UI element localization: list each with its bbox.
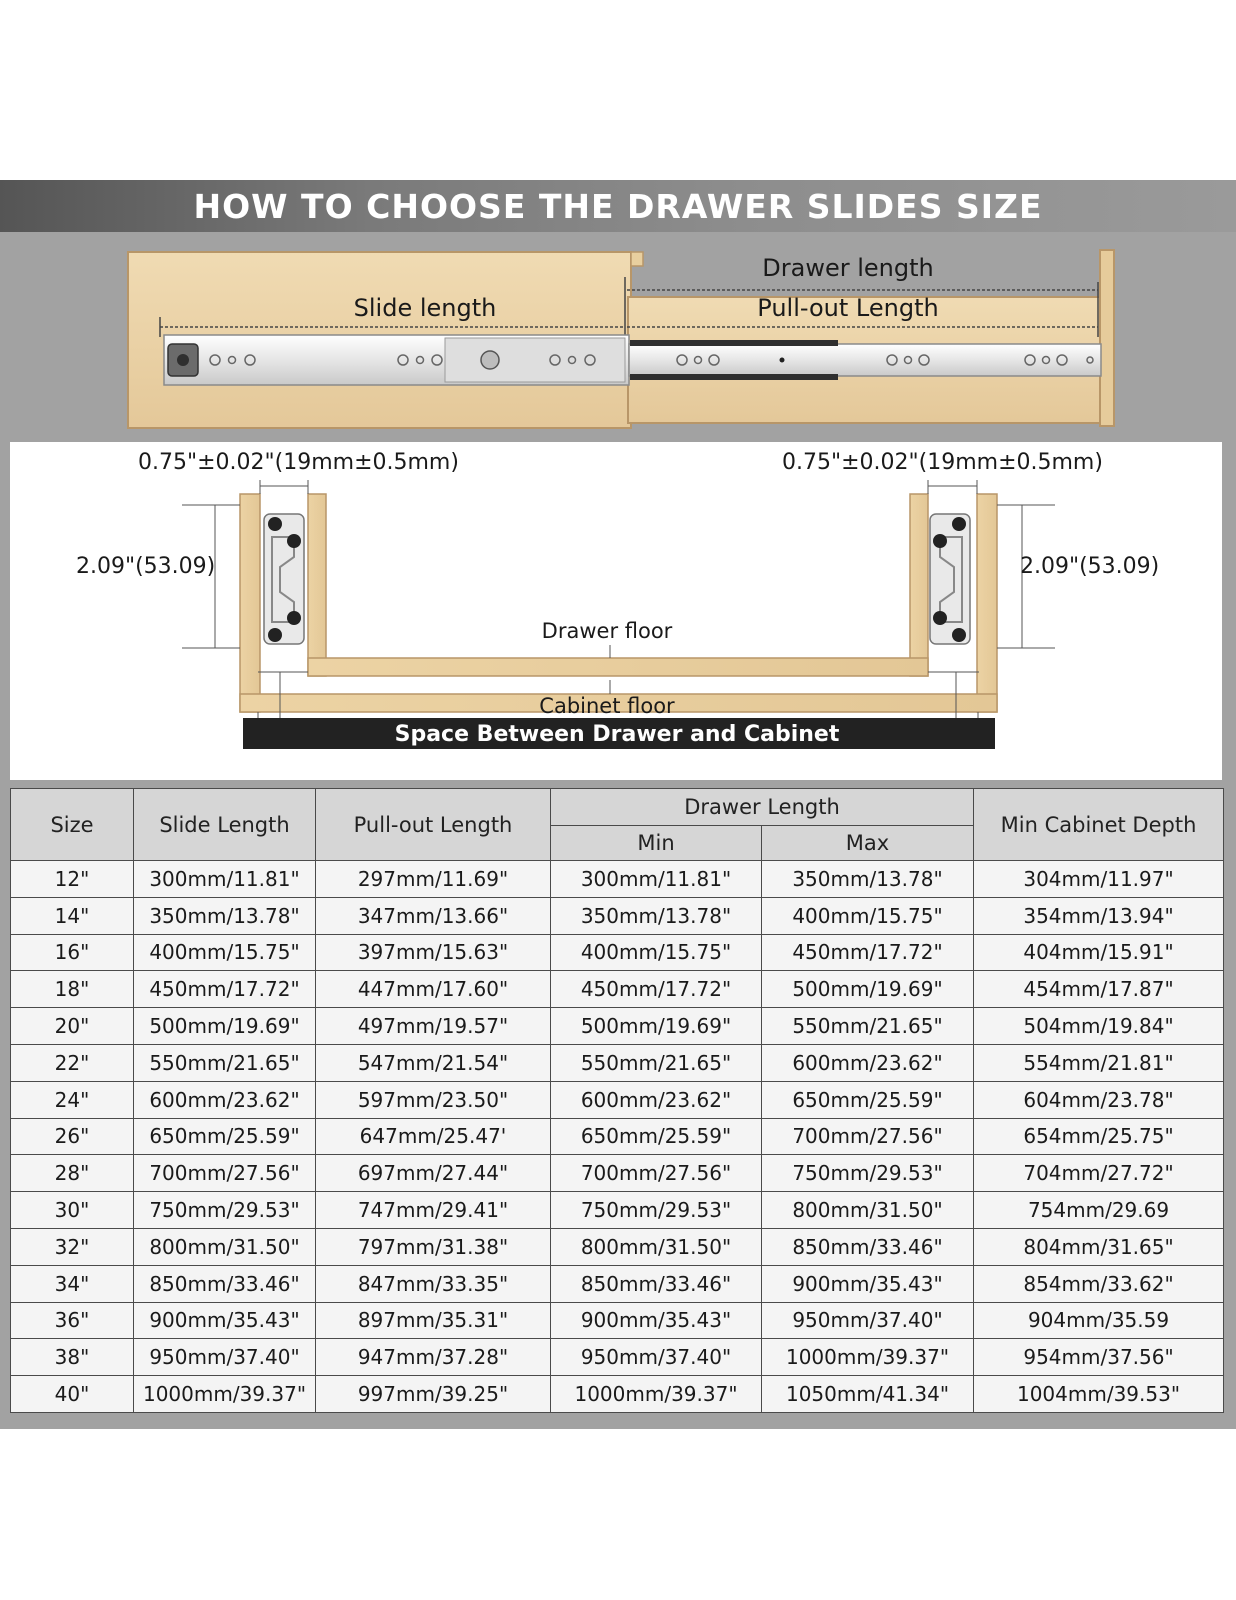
cabinet-wall-left	[240, 494, 260, 712]
size-cell: 20"	[11, 1008, 134, 1045]
table-row	[11, 1339, 1224, 1376]
size-cell: 32"	[11, 1228, 134, 1265]
drawer-floor	[308, 658, 928, 676]
gap-label-left: 0.75"±0.02"(19mm±0.5mm)	[138, 450, 459, 475]
pullout-length-cell: 347mm/13.66"	[316, 897, 551, 934]
size-cell: 14"	[11, 897, 134, 934]
pullout-length-cell: 647mm/25.47'	[316, 1118, 551, 1155]
min-cabinet-depth-cell: 804mm/31.65"	[974, 1228, 1224, 1265]
table-row	[11, 1155, 1224, 1192]
drawer-wall-left	[308, 494, 326, 676]
slide-length-diagram	[0, 232, 1236, 442]
drawer-wall-right	[910, 494, 928, 676]
drawer-max-cell: 1000mm/39.37"	[762, 1339, 974, 1376]
slide-length-cell: 550mm/21.65"	[134, 1044, 316, 1081]
min-cabinet-depth-cell: 604mm/23.78"	[974, 1081, 1224, 1118]
drawer-max-cell: 950mm/37.40"	[762, 1302, 974, 1339]
drawer-min-cell: 700mm/27.56"	[551, 1155, 762, 1192]
slide-profile-left	[264, 514, 304, 644]
header-size: Size	[11, 789, 134, 861]
drawer-length-label: Drawer length	[762, 254, 934, 282]
page-title: HOW TO CHOOSE THE DRAWER SLIDES SIZE	[193, 186, 1043, 226]
height-label-left: 2.09"(53.09)	[76, 554, 216, 579]
cabinet-wall-right	[977, 494, 997, 712]
table-row	[11, 971, 1224, 1008]
drawer-max-cell: 1050mm/41.34"	[762, 1376, 974, 1413]
drawer-max-cell: 350mm/13.78"	[762, 861, 974, 898]
slide-length-cell: 950mm/37.40"	[134, 1339, 316, 1376]
pullout-length-cell: 747mm/29.41"	[316, 1192, 551, 1229]
drawer-min-cell: 500mm/19.69"	[551, 1008, 762, 1045]
drawer-min-cell: 400mm/15.75"	[551, 934, 762, 971]
drawer-front	[1100, 250, 1114, 426]
space-banner-label: Space Between Drawer and Cabinet	[394, 722, 840, 747]
size-cell: 28"	[11, 1155, 134, 1192]
size-cell: 24"	[11, 1081, 134, 1118]
slide-length-cell: 600mm/23.62"	[134, 1081, 316, 1118]
pullout-length-cell: 547mm/21.54"	[316, 1044, 551, 1081]
drawer-min-cell: 550mm/21.65"	[551, 1044, 762, 1081]
slide-length-cell: 650mm/25.59"	[134, 1118, 316, 1155]
slide-length-cell: 400mm/15.75"	[134, 934, 316, 971]
drawer-min-cell: 750mm/29.53"	[551, 1192, 762, 1229]
size-cell: 36"	[11, 1302, 134, 1339]
slide-length-cell: 500mm/19.69"	[134, 1008, 316, 1045]
slide-length-cell: 450mm/17.72"	[134, 971, 316, 1008]
drawer-max-cell: 450mm/17.72"	[762, 934, 974, 971]
slide-length-cell: 300mm/11.81"	[134, 861, 316, 898]
pullout-length-cell: 597mm/23.50"	[316, 1081, 551, 1118]
pullout-length-cell: 397mm/15.63"	[316, 934, 551, 971]
min-cabinet-depth-cell: 1004mm/39.53"	[974, 1376, 1224, 1413]
gap-label-right: 0.75"±0.02"(19mm±0.5mm)	[782, 450, 1103, 475]
drawer-max-cell: 600mm/23.62"	[762, 1044, 974, 1081]
min-cabinet-depth-cell: 704mm/27.72"	[974, 1155, 1224, 1192]
pullout-length-cell: 497mm/19.57"	[316, 1008, 551, 1045]
pullout-length-cell: 797mm/31.38"	[316, 1228, 551, 1265]
table-row	[11, 1118, 1224, 1155]
header-slide-length: Slide Length	[134, 789, 316, 861]
table-row	[11, 1302, 1224, 1339]
min-cabinet-depth-cell: 354mm/13.94"	[974, 897, 1224, 934]
pullout-length-cell: 297mm/11.69"	[316, 861, 551, 898]
drawer-floor-label: Drawer floor	[541, 619, 673, 643]
min-cabinet-depth-cell: 854mm/33.62"	[974, 1265, 1224, 1302]
table-row	[11, 1081, 1224, 1118]
title-banner	[0, 180, 1236, 232]
table-row	[11, 897, 1224, 934]
min-cabinet-depth-cell: 954mm/37.56"	[974, 1339, 1224, 1376]
pullout-length-cell: 897mm/35.31"	[316, 1302, 551, 1339]
table-body	[11, 861, 1224, 1413]
size-cell: 30"	[11, 1192, 134, 1229]
slide-length-cell: 700mm/27.56"	[134, 1155, 316, 1192]
table-row	[11, 1265, 1224, 1302]
slide-length-cell: 750mm/29.53"	[134, 1192, 316, 1229]
slide-profile-right	[930, 514, 970, 644]
size-table	[10, 788, 1224, 1413]
drawer-max-cell: 550mm/21.65"	[762, 1008, 974, 1045]
height-label-right: 2.09"(53.09)	[1020, 554, 1160, 579]
drawer-min-cell: 1000mm/39.37"	[551, 1376, 762, 1413]
slide-length-cell: 800mm/31.50"	[134, 1228, 316, 1265]
pullout-length-label: Pull-out Length	[757, 294, 939, 322]
drawer-max-cell: 750mm/29.53"	[762, 1155, 974, 1192]
size-cell: 22"	[11, 1044, 134, 1081]
drawer-min-cell: 600mm/23.62"	[551, 1081, 762, 1118]
size-cell: 40"	[11, 1376, 134, 1413]
min-cabinet-depth-cell: 554mm/21.81"	[974, 1044, 1224, 1081]
pullout-length-cell: 447mm/17.60"	[316, 971, 551, 1008]
min-cabinet-depth-cell: 454mm/17.87"	[974, 971, 1224, 1008]
table-row	[11, 934, 1224, 971]
header-drawer-length: Drawer Length	[551, 789, 974, 826]
slide-length-cell: 1000mm/39.37"	[134, 1376, 316, 1413]
header-min: Min	[551, 826, 762, 861]
min-cabinet-depth-cell: 754mm/29.69	[974, 1192, 1224, 1229]
pullout-length-cell: 947mm/37.28"	[316, 1339, 551, 1376]
slide-length-cell: 900mm/35.43"	[134, 1302, 316, 1339]
table-row	[11, 1228, 1224, 1265]
table-row	[11, 1192, 1224, 1229]
drawer-min-cell: 850mm/33.46"	[551, 1265, 762, 1302]
size-cell: 16"	[11, 934, 134, 971]
drawer-min-cell: 650mm/25.59"	[551, 1118, 762, 1155]
drawer-max-cell: 800mm/31.50"	[762, 1192, 974, 1229]
drawer-max-cell: 700mm/27.56"	[762, 1118, 974, 1155]
header-min-cabinet-depth: Min Cabinet Depth	[974, 789, 1224, 861]
drawer-max-cell: 650mm/25.59"	[762, 1081, 974, 1118]
drawer-min-cell: 450mm/17.72"	[551, 971, 762, 1008]
min-cabinet-depth-cell: 654mm/25.75"	[974, 1118, 1224, 1155]
table-row	[11, 1376, 1224, 1413]
slide-length-label: Slide length	[353, 294, 497, 322]
header-max: Max	[762, 826, 974, 861]
min-cabinet-depth-cell: 404mm/15.91"	[974, 934, 1224, 971]
slide-inner-rail	[629, 344, 1101, 376]
drawer-max-cell: 850mm/33.46"	[762, 1228, 974, 1265]
min-cabinet-depth-cell: 904mm/35.59	[974, 1302, 1224, 1339]
drawer-min-cell: 300mm/11.81"	[551, 861, 762, 898]
size-cell: 18"	[11, 971, 134, 1008]
size-cell: 34"	[11, 1265, 134, 1302]
size-cell: 12"	[11, 861, 134, 898]
drawer-min-cell: 350mm/13.78"	[551, 897, 762, 934]
drawer-max-cell: 500mm/19.69"	[762, 971, 974, 1008]
slide-length-cell: 350mm/13.78"	[134, 897, 316, 934]
pullout-length-cell: 997mm/39.25"	[316, 1376, 551, 1413]
table-row	[11, 1044, 1224, 1081]
pullout-length-cell: 847mm/33.35"	[316, 1265, 551, 1302]
drawer-min-cell: 800mm/31.50"	[551, 1228, 762, 1265]
cabinet-floor-label: Cabinet floor	[539, 694, 675, 718]
min-cabinet-depth-cell: 304mm/11.97"	[974, 861, 1224, 898]
header-pullout-length: Pull-out Length	[316, 789, 551, 861]
size-cell: 26"	[11, 1118, 134, 1155]
pullout-length-cell: 697mm/27.44"	[316, 1155, 551, 1192]
cross-section-diagram	[10, 442, 1222, 780]
table-row	[11, 861, 1224, 898]
size-cell: 38"	[11, 1339, 134, 1376]
drawer-min-cell: 900mm/35.43"	[551, 1302, 762, 1339]
slide-length-cell: 850mm/33.46"	[134, 1265, 316, 1302]
drawer-min-cell: 950mm/37.40"	[551, 1339, 762, 1376]
table-row	[11, 1008, 1224, 1045]
drawer-max-cell: 400mm/15.75"	[762, 897, 974, 934]
drawer-max-cell: 900mm/35.43"	[762, 1265, 974, 1302]
min-cabinet-depth-cell: 504mm/19.84"	[974, 1008, 1224, 1045]
